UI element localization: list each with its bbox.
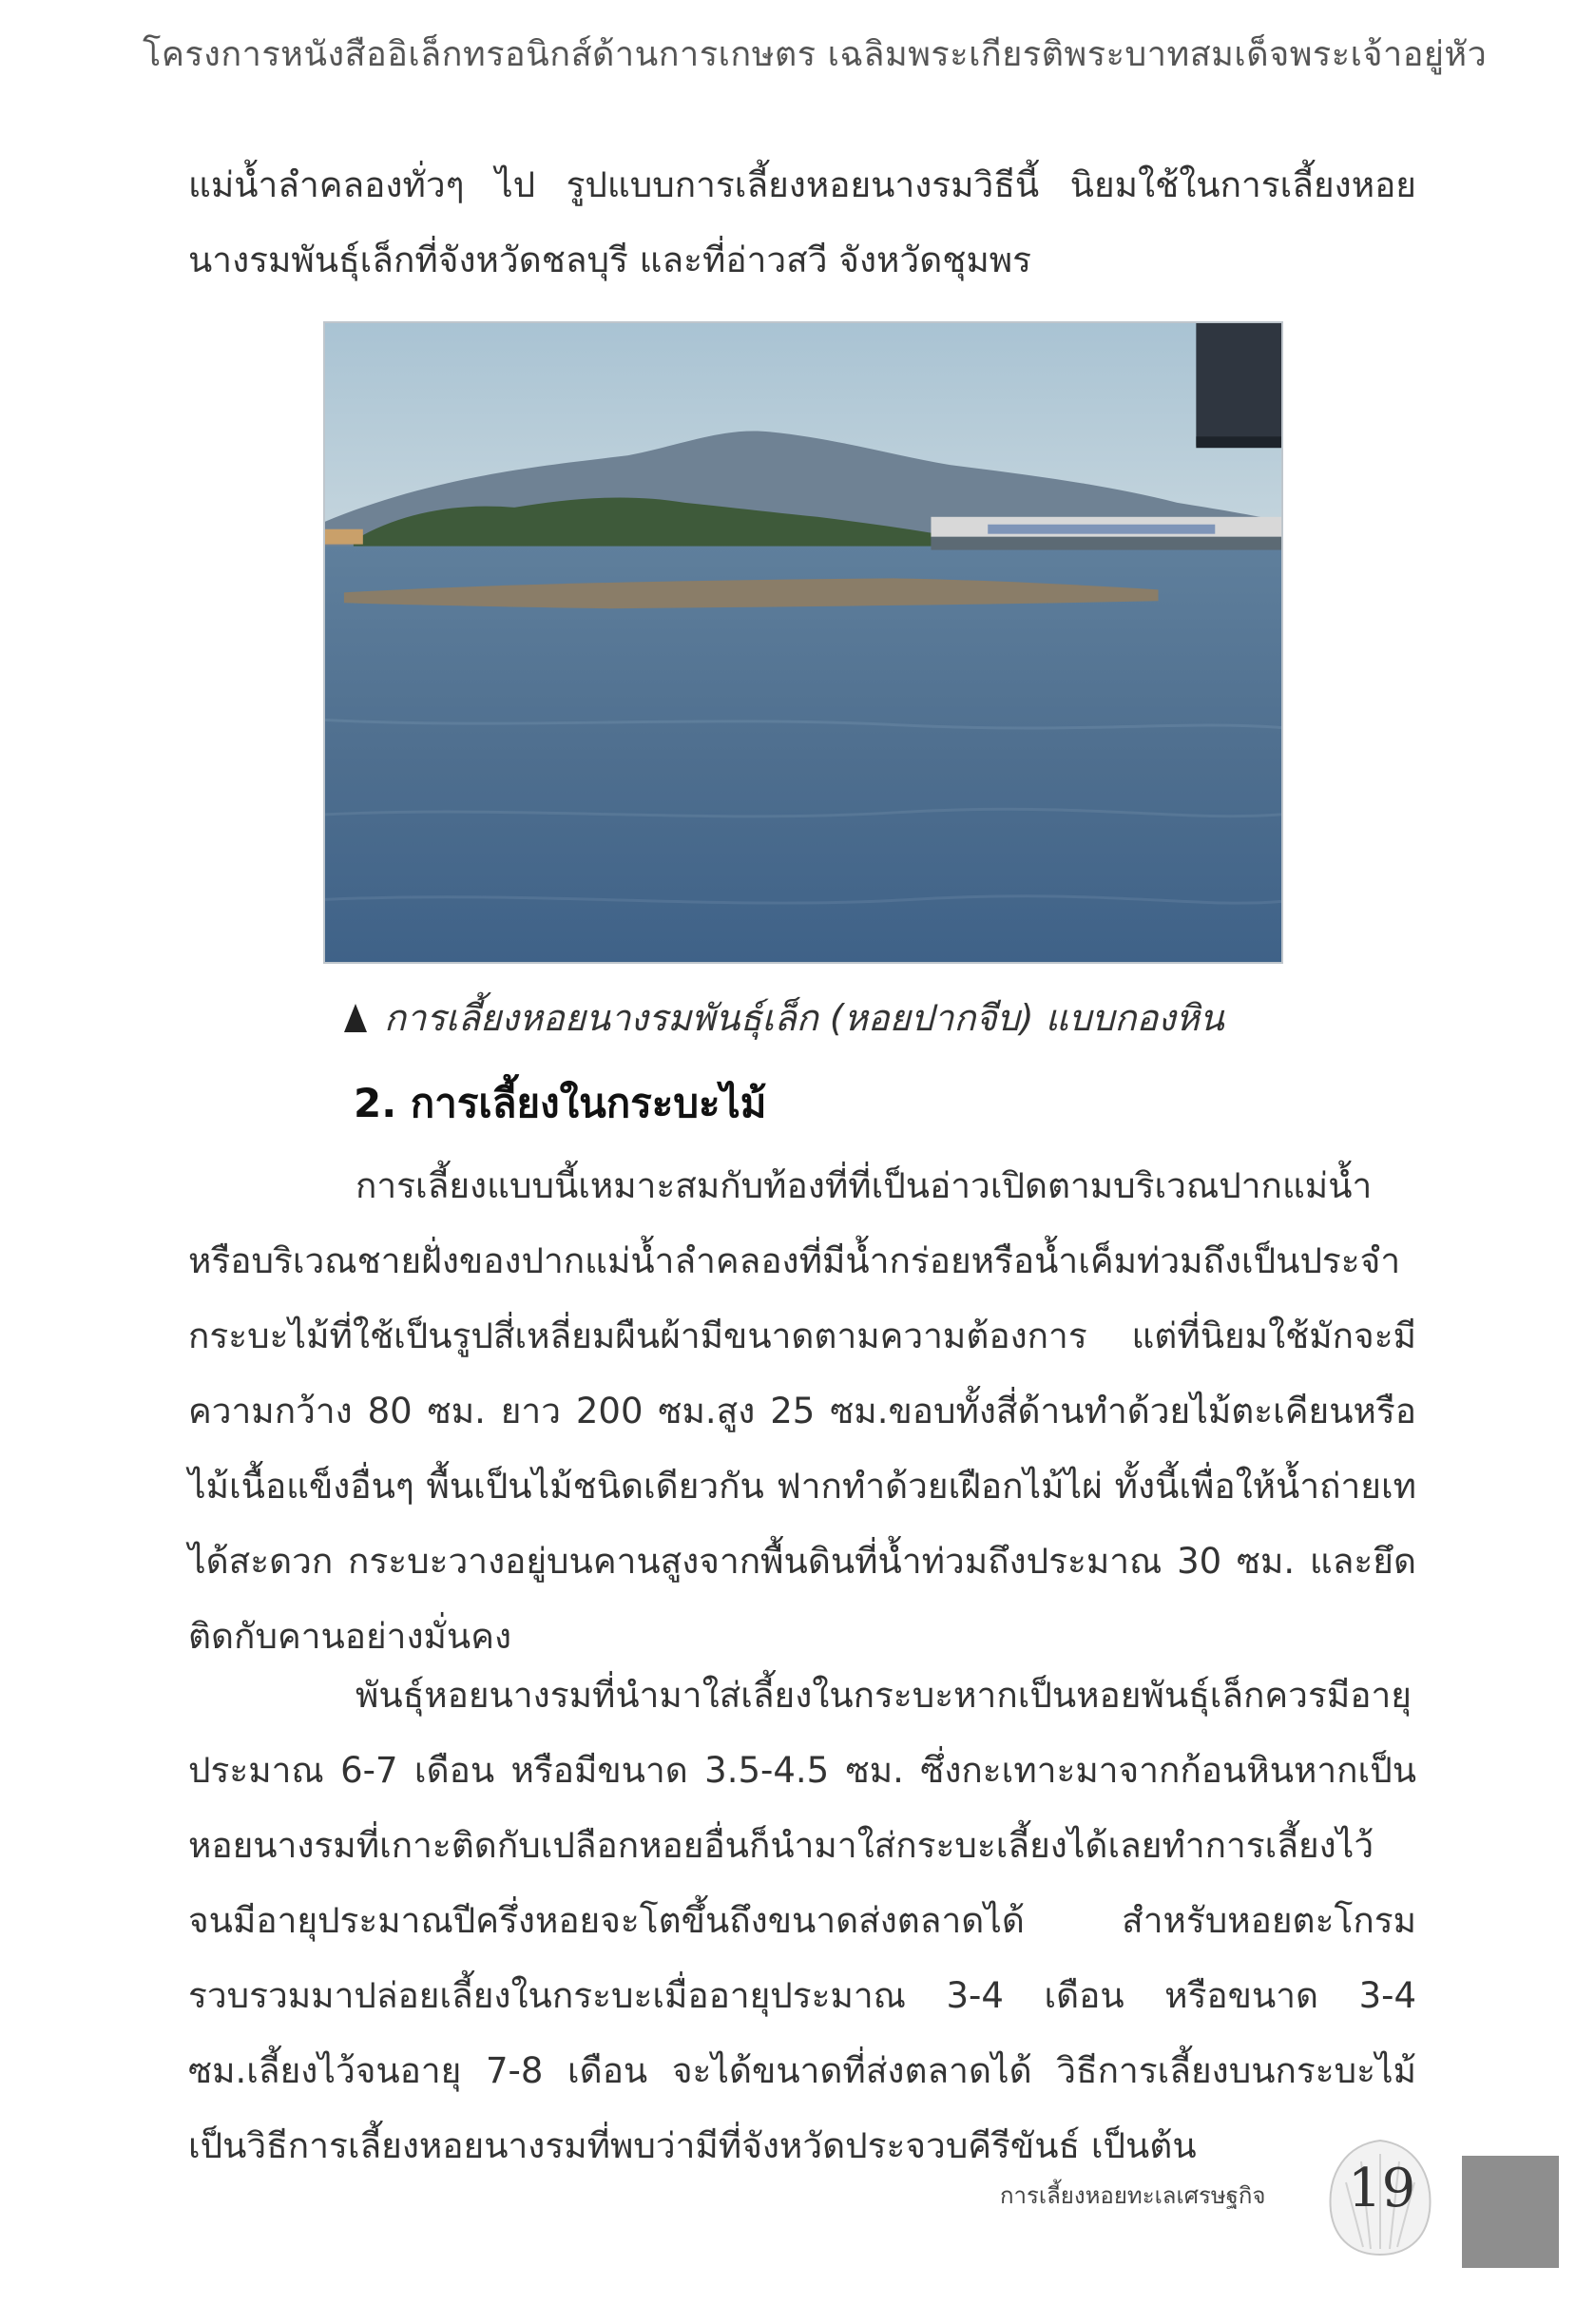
photo-illustration xyxy=(325,323,1281,962)
figure-caption xyxy=(344,989,1224,1047)
page-edge-tab xyxy=(1462,2156,1559,2268)
intro-paragraph: แม่น้ำลำคลองทั่วๆ ไป รูปแบบการเลี้ยงหอยนางรมวิธีนี้ นิยมใช้ในการเลี้ยงหอยนางรมพันธุ์เล็กที่จังหวัดชลบุรี และที่อ่าวสวี จังหวัดชุมพร xyxy=(188,164,1416,280)
body-paragraph-2: พันธุ์หอยนางรมที่นำมาใส่เลี้ยงในกระบะหากเป็นหอยพันธุ์เล็กควรมีอายุประมาณ 6-7 เดือน หรือมีขนาด 3.5-4.5 ซม. ซึ่งกะเทาะมาจากก้อนหินหากเป็นหอยนางรมที่เกาะติดกับเปลือกหอยอื่นก็นำมาใส่กระบะเลี้ยงได้เลยทำการเลี้ยงไว้จนมีอายุประมาณปีครึ่งหอยจะโตขึ้นถึงขนาดส่งตลาดได้ สำหรับหอยตะโกรมรวบรวมมาปล่อยเลี้ยงในกระบะเมื่ออายุประมาณ 3-4 เดือน หรือขนาด 3-4 ซม.เลี้ยงไว้จนอายุ 7-8 เดือน จะได้ขนาดที่ส่งตลาดได้ วิธีการเลี้ยงบนกระบะไม้เป็นวิธีการเลี้ยงหอยนางรมที่พบว่ามีที่จังหวัดประจวบคีรีขันธ์ เป็นต้น xyxy=(188,1675,1416,2166)
figure-caption-text: การเลี้ยงหอยนางรมพันธุ์เล็ก (หอยปากจีบ) แบบกองหิน xyxy=(384,997,1224,1039)
section-heading: 2. การเลี้ยงในกระบะไม้ xyxy=(354,1080,767,1126)
oyster-farm-photo xyxy=(323,321,1283,964)
triangle-marker-icon xyxy=(344,1004,367,1032)
footer-book-title: การเลี้ยงหอยทะเลเศรษฐกิจ xyxy=(1000,2182,1266,2209)
running-header: โครงการหนังสืออิเล็กทรอนิกส์ด้านการเกษตร เฉลิมพระเกียรติพระบาทสมเด็จพระเจ้าอยู่หัว xyxy=(143,35,1488,74)
body-paragraph-1: การเลี้ยงแบบนี้เหมาะสมกับท้องที่ที่เป็นอ่าวเปิดตามบริเวณปากแม่น้ำหรือบริเวณชายฝั่งของปากแม่น้ำลำคลองที่มีน้ำกร่อยหรือน้ำเค็มท่วมถึงเป็นประจำ กระบะไม้ที่ใช้เป็นรูปสี่เหลี่ยมผืนผ้ามีขนาดตามความต้องการ แต่ที่นิยมใช้มักจะมีความกว้าง 80 ซม. ยาว 200 ซม.สูง 25 ซม.ขอบทั้งสี่ด้านทำด้วยไม้ตะเคียนหรือไม้เนื้อแข็งอื่นๆ พื้นเป็นไม้ชนิดเดียวกัน ฟากทำด้วยเฝือกไม้ไผ่ ทั้งนี้เพื่อให้น้ำถ่ายเทได้สะดวก กระบะวางอยู่บนคานสูงจากพื้นดินที่น้ำท่วมถึงประมาณ 30 ซม. และยึดติดกับคานอย่างมั่นคง xyxy=(188,1165,1416,1657)
page-number: 19 xyxy=(1348,2158,1416,2219)
